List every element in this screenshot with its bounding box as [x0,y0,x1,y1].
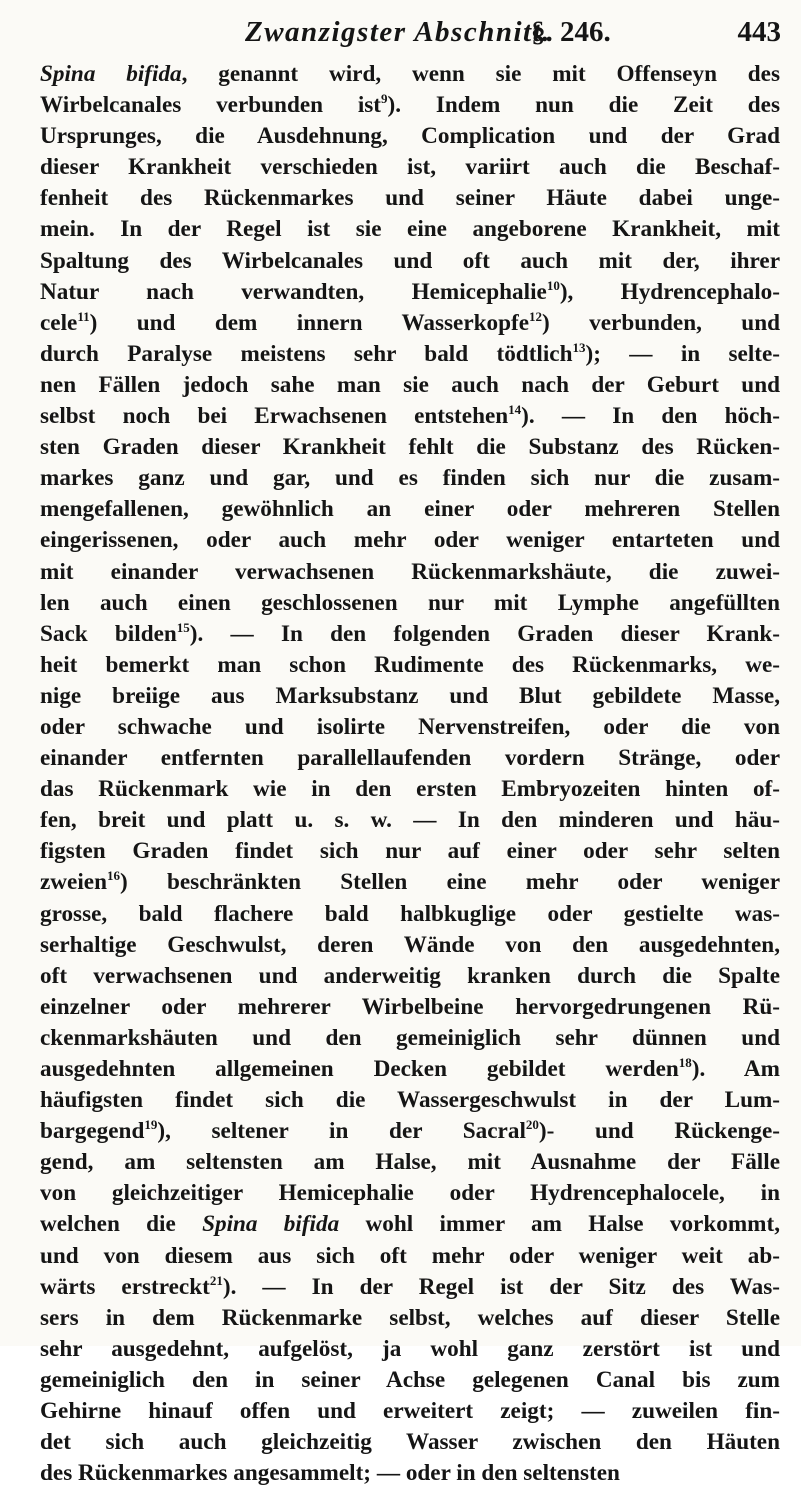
text-line: durch Paralyse meistens sehr bald tödtlich$^{13}$); — in selte- [40,339,780,367]
text-line: nen Fällen jedoch sahe man sie auch nach der Geburt und [40,371,780,398]
text-line: das Rückenmark wie in den ersten Embryozeiten hinten of- [40,776,780,803]
footnote-marker: 11 [77,308,90,324]
text-line: des Rückenmarkes angesammelt; — oder in den seltensten [40,1460,620,1487]
text-line: mein. In der Regel ist sie eine angeborene Krankheit, mit [40,216,780,243]
text-line: von gleichzeitiger Hemicephalie oder Hydrencephalocele, in [40,1180,780,1207]
text-line: gemeiniglich den in seiner Achse gelegenen Canal bis zum [40,1366,780,1393]
section-number: §. 246. [531,16,611,48]
text-line: dieser Krankheit verschieden ist, variirt auch die Beschaf- [40,154,780,181]
text-line: wärts erstreckt$^{21}$). — In der Regel ist der Sitz des Was- [40,1272,780,1300]
text-line: fen, breit und platt u. s. w. — In den minderen und häu- [40,807,780,834]
text-line: eingerissenen, oder auch mehr oder weniger entarteten und [40,527,780,554]
text-line: bargegend$^{19}$), seltener in der Sacral$^{20}$)- und Rückenge- [40,1117,780,1145]
text-line: mengefallenen, gewöhnlich an einer oder mehreren Stellen [40,496,780,523]
footnote-marker: 18 [678,1055,692,1070]
text-line: einander entfernten parallellaufenden vordern Stränge, oder [40,745,780,772]
footnote-marker: 19 [144,1117,158,1133]
text-line: einzelner oder mehrerer Wirbelbeine hervorgedrungenen Rü- [40,993,780,1020]
text-line: oft verwachsenen und anderweitig kranken durch die Spalte [40,962,780,989]
footnote-marker: 16 [106,868,120,884]
text-line: Natur nach verwandten, Hemicephalie$^{10}$), Hydrencephalo- [40,277,780,305]
text-line: sten Graden dieser Krankheit fehlt die Substanz des Rücken- [40,434,780,461]
footnote-marker: 15 [176,619,190,635]
text-line: cele$^{11}$) und dem innern Wasserkopfe$^{12}$) verbunden, und [40,308,780,336]
text-line: Wirbelcanales verbunden ist$^9$). Indem nun die Zeit des [40,91,780,119]
text-line: heit bemerkt man schon Rudimente des Rückenmarks, we- [40,651,780,678]
chapter-title: Zwanzigster Abschnitt. [245,16,551,48]
footnote-marker: 12 [529,308,543,324]
footnote-marker: 13 [572,339,586,355]
text-line: Spina bifida, genannt wird, wenn sie mit Offenseyn des [40,61,781,87]
text-line: grosse, bald flachere bald halbkuglige oder gestielte was- [40,900,780,927]
page-number: 443 [737,16,781,48]
text-line: mit einander verwachsenen Rückenmarkshäute, die zuwei- [40,558,780,585]
text-line: oder schwache und isolirte Nervenstreifen, oder die von [40,713,780,740]
italic-term: Spina bifida [202,1211,340,1238]
text-line: markes ganz und gar, und es finden sich nur die zusam- [40,465,780,492]
text-line: Ursprunges, die Ausdehnung, Complication und der Grad [40,123,780,150]
text-line: nige breiige aus Marksubstanz und Blut gebildete Masse, [40,682,780,709]
text-line: det sich auch gleichzeitig Wasser zwischen den Häuten [40,1429,780,1456]
body-text [40,59,780,1489]
text-line: häufigsten findet sich die Wassergeschwulst in der Lum- [40,1087,780,1114]
footnote-marker: 9 [381,91,388,107]
text-line: zweien$^{16}$) beschränkten Stellen eine mehr oder weniger [40,868,780,896]
text-line: selbst noch bei Erwachsenen entstehen$^{14}$). — In den höch- [40,402,780,430]
text-line: Spaltung des Wirbelcanales und oft auch mit der, ihrer [40,247,780,274]
text-line: und von diesem aus sich oft mehr oder weniger weit ab- [40,1242,780,1269]
running-header [40,12,781,52]
text-line: sehr ausgedehnt, aufgelöst, ja wohl ganz zerstört ist und [40,1335,780,1362]
italic-term: Spina bifida [40,61,182,87]
text-line: figsten Graden findet sich nur auf einer oder sehr selten [40,838,780,865]
footnote-marker: 21 [209,1272,223,1288]
text-line: welchen die Spina bifida wohl immer am Halse vorkommt, [40,1211,780,1238]
text-line: ausgedehnten allgemeinen Decken gebildet werden$^{18}$). Am [40,1055,780,1082]
text-line: len auch einen geschlossenen nur mit Lymphe angefüllten [40,589,780,616]
text-line: fenheit des Rückenmarkes und seiner Häute dabei unge- [40,185,780,212]
footnote-marker: 20 [525,1117,539,1133]
text-line: Sack bilden$^{15}$). — In den folgenden Graden dieser Krank- [40,619,780,647]
text-line: gend, am seltensten am Halse, mit Ausnahme der Fälle [40,1149,780,1176]
footnote-marker: 14 [508,402,522,418]
text-line: sers in dem Rückenmarke selbst, welches auf dieser Stelle [40,1304,780,1331]
text-line: Gehirne hinauf offen und erweitert zeigt; — zuweilen fin- [40,1398,780,1425]
text-line: serhaltige Geschwulst, deren Wände von den ausgedehnten, [40,931,780,958]
text-line: ckenmarkshäuten und den gemeiniglich sehr dünnen und [40,1024,780,1051]
footnote-marker: 10 [546,277,560,293]
